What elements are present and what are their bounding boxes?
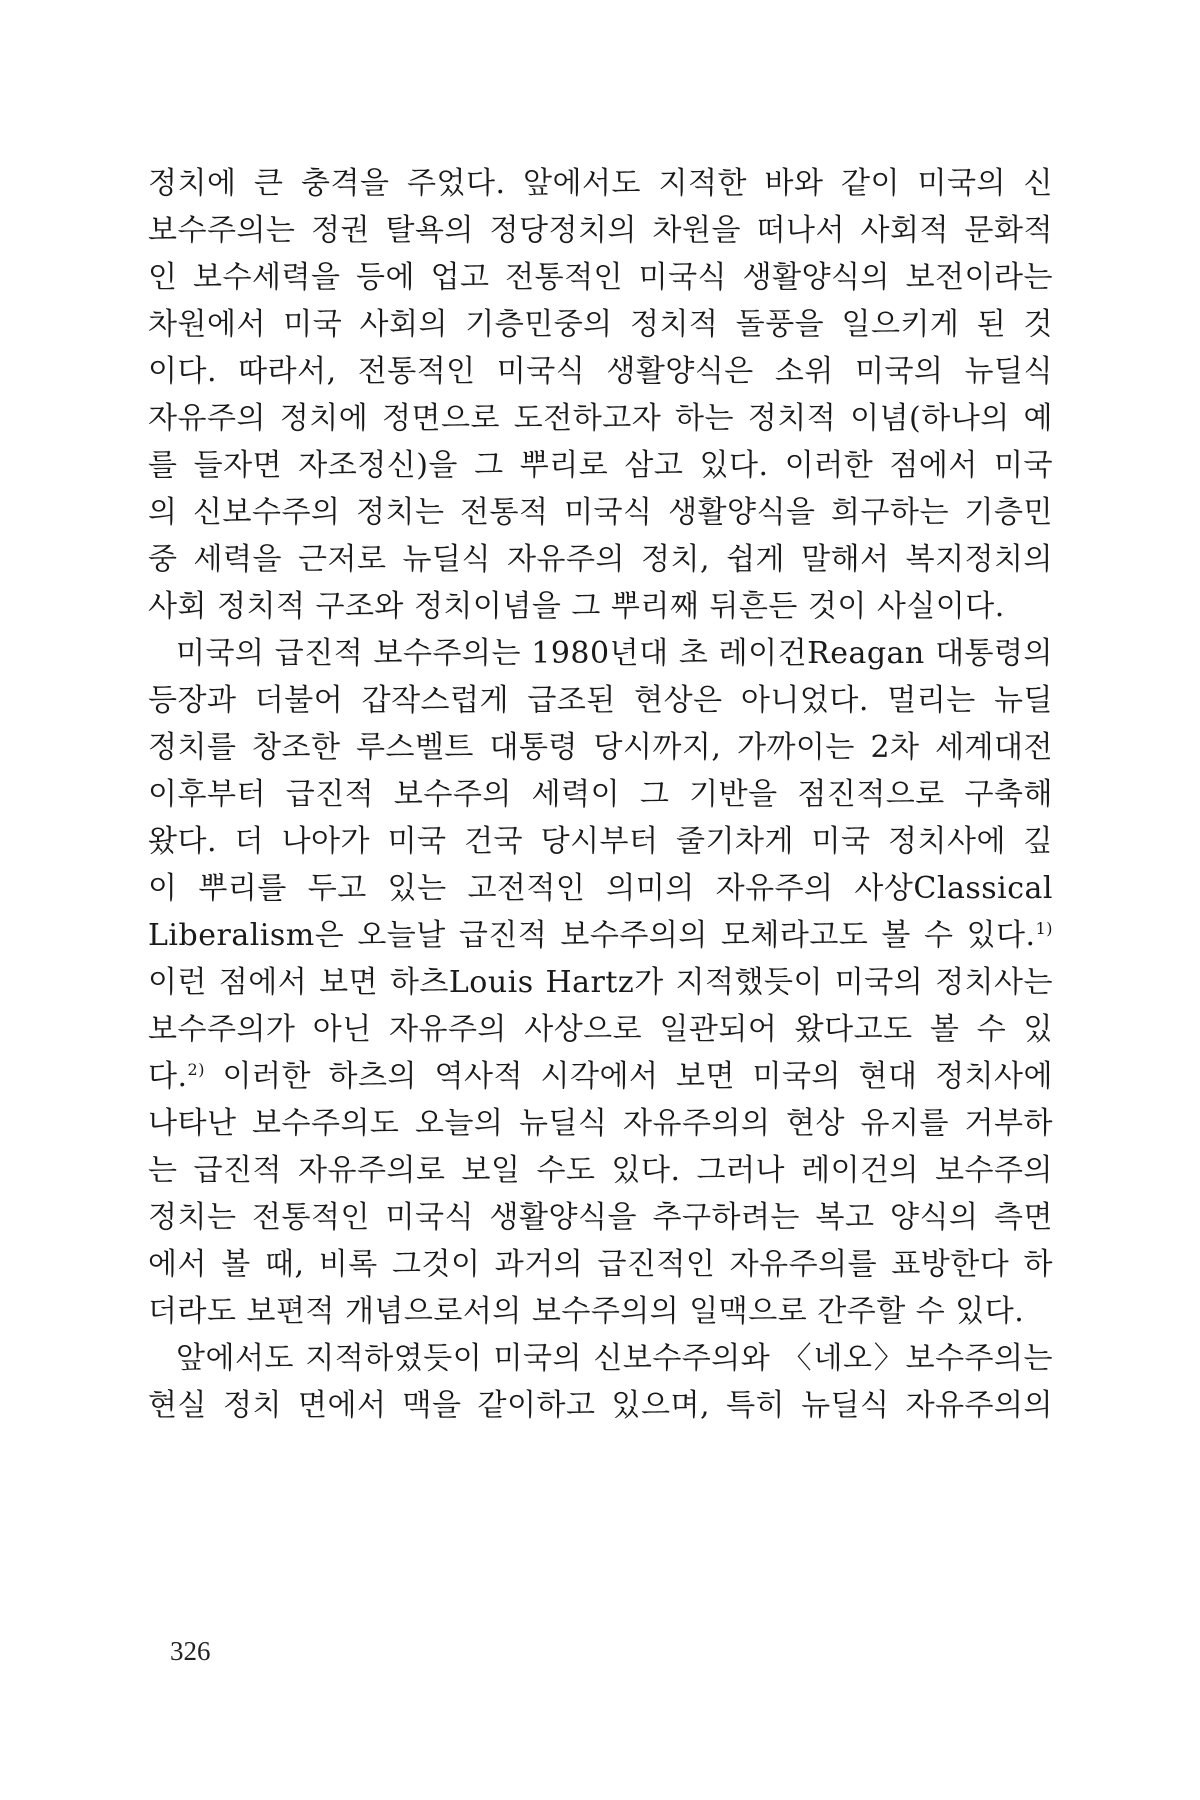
text-line: 중 세력을 근저로 뉴딜식 자유주의 정치, 쉽게 말해서 복지정치의 — [148, 542, 1053, 577]
paragraph-first-line: 앞에서도 지적하였듯이 미국의 신보수주의와 〈네오〉보수주의는 — [176, 1341, 1053, 1376]
paragraph-first-line: 미국의 급진적 보수주의는 1980년대 초 레이건Reagan 대통령의 — [176, 636, 1053, 671]
line-text: 다. — [148, 1059, 188, 1094]
text-line: 나타난 보수주의도 오늘의 뉴딜식 자유주의의 현상 유지를 거부하 — [148, 1106, 1053, 1141]
line-text: Liberalism은 오늘날 급진적 보수주의의 모체라고도 볼 수 있다. — [148, 918, 1036, 953]
text-line: 현실 정치 면에서 맥을 같이하고 있으며, 특히 뉴딜식 자유주의의 — [148, 1388, 1053, 1423]
line-text: 이러한 하츠의 역사적 시각에서 보면 미국의 현대 정치사에 — [204, 1059, 1053, 1094]
text-line: 보수주의가 아닌 자유주의 사상으로 일관되어 왔다고도 볼 수 있 — [148, 1012, 1053, 1047]
text-line: 의 신보수주의 정치는 전통적 미국식 생활양식을 희구하는 기층민 — [148, 495, 1053, 530]
text-line: 이다. 따라서, 전통적인 미국식 생활양식은 소위 미국의 뉴딜식 — [148, 354, 1053, 389]
page-number: 326 — [170, 1636, 211, 1666]
text-line: 사회 정치적 구조와 정치이념을 그 뿌리째 뒤흔든 것이 사실이다. — [148, 589, 1005, 624]
text-line — [148, 910, 1053, 962]
text-line: 이 뿌리를 두고 있는 고전적인 의미의 자유주의 사상Classical — [148, 871, 1053, 906]
text-line: 정치에 큰 충격을 주었다. 앞에서도 지적한 바와 같이 미국의 신 — [148, 166, 1053, 201]
text-line: 이후부터 급진적 보수주의 세력이 그 기반을 점진적으로 구축해 — [148, 777, 1053, 812]
text-line: 더라도 보편적 개념으로서의 보수주의의 일맥으로 간주할 수 있다. — [148, 1294, 1025, 1329]
text-line: 왔다. 더 나아가 미국 건국 당시부터 줄기차게 미국 정치사에 깊 — [148, 824, 1053, 859]
text-line: 인 보수세력을 등에 업고 전통적인 미국식 생활양식의 보전이라는 — [148, 260, 1053, 295]
text-line: 이런 점에서 보면 하츠Louis Hartz가 지적했듯이 미국의 정치사는 — [148, 965, 1053, 1000]
text-line — [148, 1051, 1053, 1103]
text-line: 정치를 창조한 루스벨트 대통령 당시까지, 가까이는 2차 세계대전 — [148, 730, 1053, 765]
text-line: 자유주의 정치에 정면으로 도전하고자 하는 정치적 이념(하나의 예 — [148, 401, 1053, 436]
footnote-marker: 1) — [1035, 919, 1053, 938]
text-line: 차원에서 미국 사회의 기층민중의 정치적 돌풍을 일으키게 된 것 — [148, 307, 1053, 342]
text-line: 는 급진적 자유주의로 보일 수도 있다. 그러나 레이건의 보수주의 — [148, 1153, 1053, 1188]
text-line: 를 들자면 자조정신)을 그 뿌리로 삼고 있다. 이러한 점에서 미국 — [148, 448, 1053, 483]
text-line: 정치는 전통적인 미국식 생활양식을 추구하려는 복고 양식의 측면 — [148, 1200, 1053, 1235]
text-line: 등장과 더불어 갑작스럽게 급조된 현상은 아니었다. 멀리는 뉴딜 — [148, 683, 1053, 718]
text-line: 에서 볼 때, 비록 그것이 과거의 급진적인 자유주의를 표방한다 하 — [148, 1247, 1053, 1282]
text-line: 보수주의는 정권 탈욕의 정당정치의 차원을 떠나서 사회적 문화적 — [148, 213, 1053, 248]
footnote-marker: 2) — [187, 1060, 205, 1079]
